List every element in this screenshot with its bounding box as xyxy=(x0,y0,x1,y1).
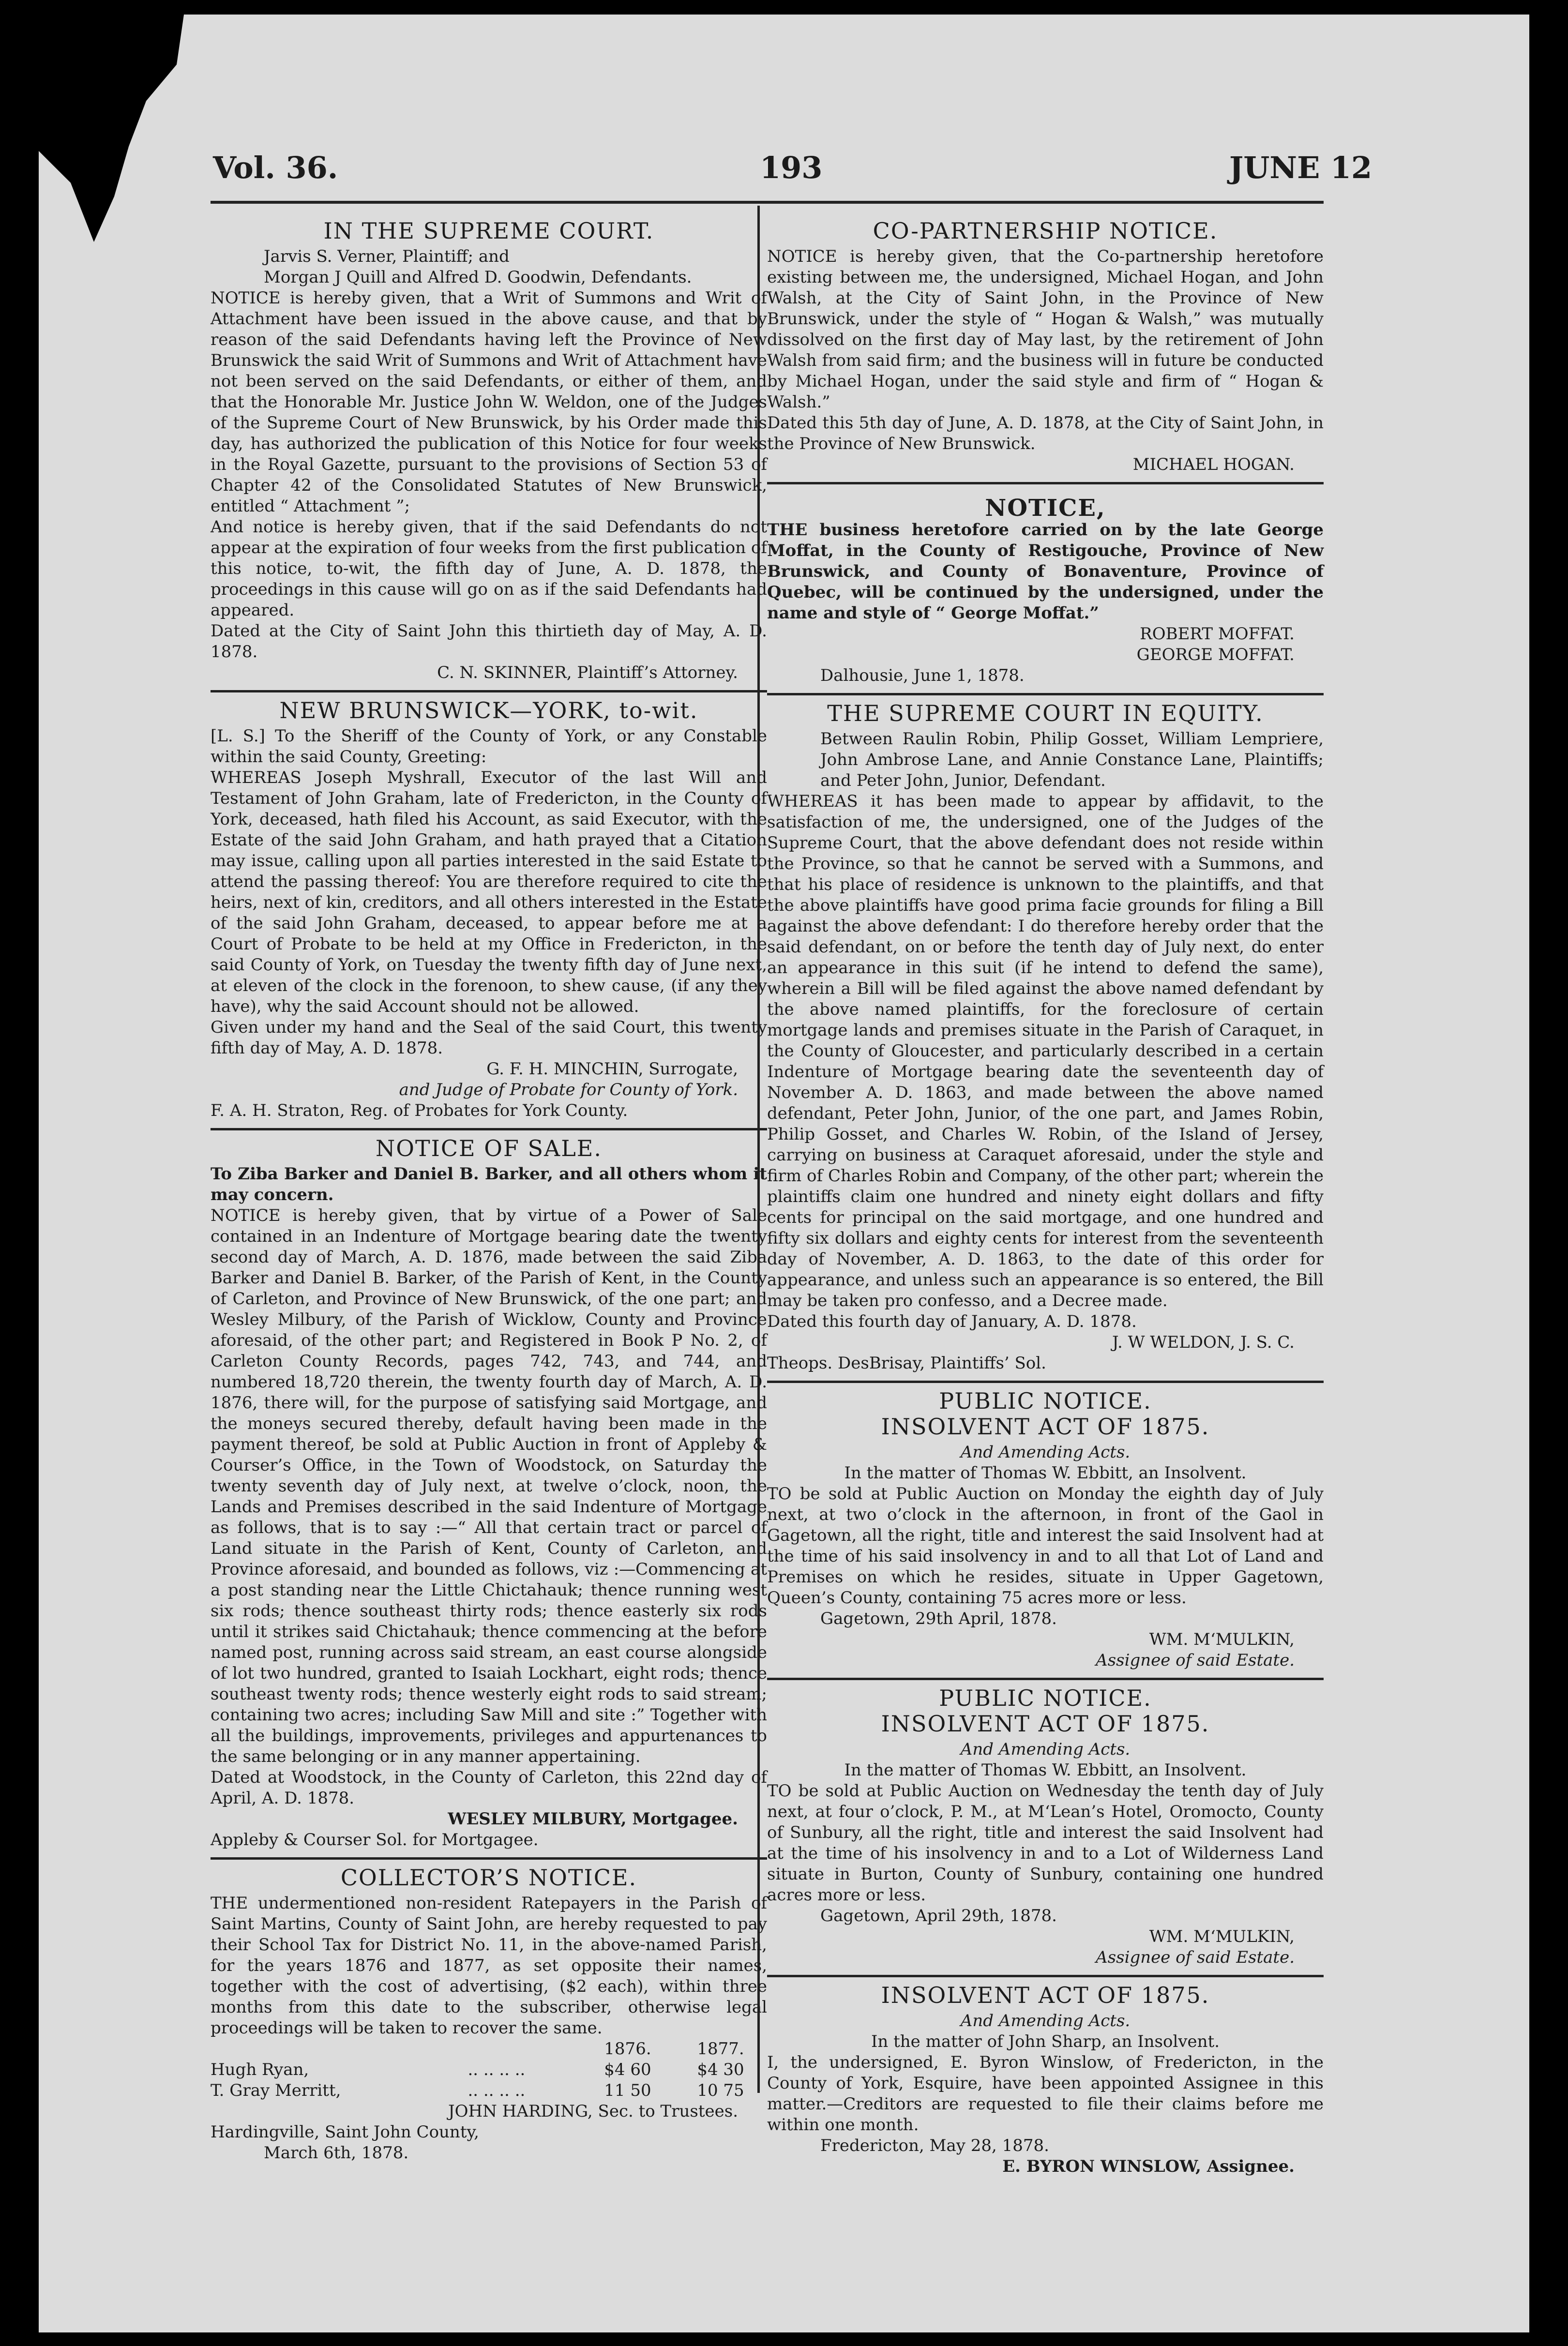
notice-body: WHEREAS Joseph Myshrall, Executor of the last Will and Testament of John Graham, late of Fredericton, in the County of York, deceased, hath filed his Account, as said Executor, with the Estate of the said John Graham, and hath prayed that a Citation may issue, calling upon all parties interested in the said Estate to attend the passing thereof: You are therefore required to cite the heirs, next of kin, creditors, and all others interested in the Estate of the said John Graham, deceased, to appear before me at a Court of Probate to be held at my Office in Fredericton, in the said County of York, on Tuesday the twenty fifth day of June next, at eleven of the clock in the forenoon, to shew cause, (if any they have), why the said Account should not be allowed. xyxy=(211,768,767,1016)
signature: GEORGE MOFFAT. xyxy=(1136,645,1295,664)
copartnership-notice xyxy=(767,213,1324,484)
notice-of-sale xyxy=(211,1130,767,1860)
notice-body: TO be sold at Public Auction on Monday the eighth day of July next, at two o’clock in the afternoon, in front of the Gaol in Gagetown, all the right, title and interest the said Insolvent had at the time of his said insolvency in and to all that Lot of Land and Premises on which he resides, situate in Upper Gagetown, Queen’s County, containing 75 acres more or less. xyxy=(767,1484,1324,1608)
date-line: Gagetown, 29th April, 1878. xyxy=(820,1609,1057,1628)
supreme-court-notice xyxy=(211,213,767,692)
volume-number: Vol. 36. xyxy=(213,150,338,185)
tax-1876: $4 60 xyxy=(604,2060,651,2079)
given-line: Given under my hand and the Seal of the said Court, this twenty fifth day of May, A. D. 1878. xyxy=(211,1018,767,1058)
signature: J. W WELDON, J. S. C. xyxy=(1112,1333,1295,1352)
date-line: Gagetown, April 29th, 1878. xyxy=(820,1906,1057,1925)
notice-body: WHEREAS it has been made to appear by affidavit, to the satisfaction of me, the undersigned, one of the Judges of the Supreme Court, that the above defendant does not reside within the Province, so that he cannot be served with a Summons, and that his place of residence is unknown to the plaintiffs, and that the above plaintiffs have good prima facie grounds for filing a Bill against the above defendant: I do therefore hereby order that the said defendant, on or before the tenth day of July next, do enter an appearance in this suit (if he intend to defend the same), wherein a Bill will be filed against the above named defendant by the above named plaintiffs, for the foreclosure of certain mortgage lands and premises situate in the Parish of Caraquet, in the County of Gloucester, and particularly described in a certain Indenture of Mortgage bearing date the seventeenth day of November A. D. 1863, and made between the above named defendant, Peter John, Junior, of the one part, and James Robin, Philip Gosset, and Charles W. Robin, of the Island of Jersey, carrying on business at Caraquet aforesaid, under the style and firm of Charles Robin and Company, of the other part; wherein the plaintiffs claim one hundred and ninety eight dollars and fifty cents for principal on the said mortgage, and one hundred and fifty six dollars and eighty cents for interest from the seventeenth day of November, A. D. 1863, to the date of this order for appearance, and unless such an appearance is so entered, the Bill may be taken pro confesso, and a Decree made. xyxy=(767,792,1324,1310)
place-line: Dalhousie, June 1, 1878. xyxy=(820,666,1025,685)
public-notice-1 xyxy=(767,1383,1324,1680)
issue-date: JUNE 12 xyxy=(1229,150,1372,185)
section-title: IN THE SUPREME COURT. xyxy=(323,218,654,244)
notice-body: NOTICE is hereby given, that by virtue of a Power of Sale contained in an Indenture of Mortgage bearing date the twenty second day of March, A. D. 1876, made between the said Ziba Barker and Daniel B. Barker, of the Parish of Kent, in the County of Carleton, and Province of New Brunswick, of the one part; and Wesley Milbury, of the Parish of Wicklow, County and Province aforesaid, of the other part; and Registered in Book P No. 2, of Carleton County Records, pages 742, 743, and 744, and numbered 18,720 therein, the twenty fourth day of March, A. D. 1876, there will, for the purpose of satisfying said Mortgage, and the moneys secured thereby, default having been made in the payment thereof, be sold at Public Auction in front of Appleby & Courser’s Office, in the Town of Woodstock, on Saturday the twenty seventh day of July next, at twelve o’clock, noon, the Lands and Premises described in the said Indenture of Mortgage as follows, that is to say :—“ All that certain tract or parcel of Land situate in the Parish of Kent, County of Carleton, and Province aforesaid, and bounded as follows, viz :—Commencing at a post standing near the Little Chictahauk; thence running west six rods; thence southeast thirty rods; thence easterly six rods until it strikes said Chictahauk; thence commencing at the before named post, running across said stream, an east course alongside of lot two hundred, granted to Isaiah Lockhart, eight rods; thence southeast twenty rods; thence westerly eight rods to said stream; containing two acres; including Saw Mill and site :” Together with all the buildings, improvements, privileges and appurtenances to the same belonging or in any manner appertaining. xyxy=(211,1206,767,1766)
leader-dots: .. .. .. .. xyxy=(467,2060,526,2079)
signature: WM. M‘MULKIN, xyxy=(1149,1630,1295,1649)
year-header: 1877. xyxy=(697,2039,744,2059)
act-subtitle: And Amending Acts. xyxy=(960,1740,1131,1759)
act-title: INSOLVENT ACT OF 1875. xyxy=(881,1711,1210,1737)
signature-title: and Judge of Probate for County of York. xyxy=(399,1080,738,1099)
newspaper-page xyxy=(39,15,1529,2332)
dated-line: Dated at Woodstock, in the County of Carleton, this 22nd day of April, A. D. 1878. xyxy=(211,1768,767,1808)
tax-1876: 11 50 xyxy=(604,2081,651,2100)
dated-line: Dated at the City of Saint John this thirtieth day of May, A. D. 1878. xyxy=(211,621,767,662)
act-title: INSOLVENT ACT OF 1875. xyxy=(881,1414,1210,1440)
signature: MICHAEL HOGAN. xyxy=(1132,455,1295,474)
table-row xyxy=(211,2080,767,2101)
act-subtitle: And Amending Acts. xyxy=(960,2011,1131,2030)
section-title: PUBLIC NOTICE. xyxy=(939,1388,1152,1414)
solicitor-line: Appleby & Courser Sol. for Mortgagee. xyxy=(211,1830,539,1850)
ratepayer-name: T. Gray Merritt, xyxy=(211,2081,341,2100)
notice-body: THE business heretofore carried on by the late George Moffat, in the County of Restigouche, Province of New Brunswick, and County of Bonaventure, Province of Quebec, will be continued by the undersigned, under the name and style of “ George Moffat.” xyxy=(767,520,1324,623)
notice-body: NOTICE is hereby given, that the Co-partnership heretofore existing between me, the undersigned, Michael Hogan, and John Walsh, at the City of Saint John, in the Province of New Brunswick, under the style of “ Hogan & Walsh,” was mutually dissolved on the first day of May last, by the retirement of John Walsh from said firm; and the business will in future be conducted by Michael Hogan, under the said style and firm of “ Hogan & Walsh.” xyxy=(767,247,1324,412)
date-line: March 6th, 1878. xyxy=(264,2143,409,2163)
signature: G. F. H. MINCHIN, Surrogate, xyxy=(486,1059,738,1079)
notice-body: I, the undersigned, E. Byron Winslow, of Fredericton, in the County of York, Esquire, have been appointed Assignee in this matter.—Creditors are requested to file their claims before me within one month. xyxy=(767,2053,1324,2135)
matter-line: In the matter of Thomas W. Ebbitt, an Insolvent. xyxy=(844,1760,1247,1780)
plaintiff-line: Jarvis S. Verner, Plaintiff; and xyxy=(264,247,510,266)
equity-court-notice xyxy=(767,695,1324,1383)
matter-line: In the matter of Thomas W. Ebbitt, an Insolvent. xyxy=(844,1463,1247,1483)
signature: ROBERT MOFFAT. xyxy=(1140,624,1295,644)
signature: C. N. SKINNER, Plaintiff’s Attorney. xyxy=(437,663,738,682)
notice-body: And notice is hereby given, that if the said Defendants do not appear at the expiration of four weeks from the first publication of this notice, to-wit, the fifth day of June, A. D. 1878, the proceedings in this cause will go on as if the said Defendants had appeared. xyxy=(211,517,767,620)
leader-dots: .. .. .. .. xyxy=(467,2081,526,2100)
probate-citation xyxy=(211,692,767,1130)
signature: WM. M‘MULKIN, xyxy=(1149,1927,1295,1946)
notice-body: NOTICE is hereby given, that a Writ of Summons and Writ of Attachment have been issued in the above cause, and that by reason of the said Defendants having left the Province of New Brunswick the said Writ of Summons and Writ of Attachment have not been served on the said Defendants, or either of them, and that the Honorable Mr. Justice John W. Weldon, one of the Judges of the Supreme Court of New Brunswick, by his Order made this day, has authorized the publication of this Notice for four weeks in the Royal Gazette, pursuant to the provisions of Section 53 of Chapter 42 of the Consolidated Statutes of New Brunswick, entitled “ Attachment ”; xyxy=(211,288,767,516)
dated-line: Dated this fourth day of January, A. D. 1878. xyxy=(767,1312,1137,1331)
signature: E. BYRON WINSLOW, Assignee. xyxy=(1002,2157,1295,2176)
page-number: 193 xyxy=(760,150,823,185)
parties-line: Between Raulin Robin, Philip Gosset, William Lempriere, John Ambrose Lane, and Annie Constance Lane, Plaintiffs; and Peter John, Junior, Defendant. xyxy=(820,729,1324,790)
table-row xyxy=(211,2060,767,2080)
collectors-notice xyxy=(211,1860,767,2170)
signature-title: Assignee of said Estate. xyxy=(1096,1948,1295,1967)
tax-1877: 10 75 xyxy=(697,2081,744,2100)
date-line: Fredericton, May 28, 1878. xyxy=(820,2136,1049,2155)
section-title: NOTICE, xyxy=(985,495,1106,522)
section-title: NOTICE OF SALE. xyxy=(376,1135,602,1161)
insolvent-notice-3 xyxy=(767,1977,1324,2184)
defendants-line: Morgan J Quill and Alfred D. Goodwin, Defendants. xyxy=(264,268,692,287)
left-column xyxy=(211,213,767,2170)
signature-title: Assignee of said Estate. xyxy=(1096,1651,1295,1670)
tax-table xyxy=(211,2039,767,2101)
registrar-line: F. A. H. Straton, Reg. of Probates for York County. xyxy=(211,1101,628,1120)
torn-corner xyxy=(39,15,184,242)
public-notice-2 xyxy=(767,1680,1324,1977)
ratepayer-name: Hugh Ryan, xyxy=(211,2060,309,2079)
section-title: NEW BRUNSWICK—YORK, to-wit. xyxy=(279,697,698,723)
year-header: 1876. xyxy=(604,2039,651,2059)
header-rule xyxy=(211,201,1324,204)
tax-header-row xyxy=(211,2039,767,2060)
tax-1877: $4 30 xyxy=(697,2060,744,2079)
act-subtitle: And Amending Acts. xyxy=(960,1443,1131,1462)
signature: JOHN HARDING, Sec. to Trustees. xyxy=(448,2102,738,2121)
notice-body: THE undermentioned non-resident Ratepayers in the Parish of Saint Martins, County of Saint John, are hereby requested to pay their School Tax for District No. 11, in the above-named Parish, for the years 1876 and 1877, as set opposite their names, together with the cost of advertising, ($2 each), within three months from this date to the subscriber, otherwise legal proceedings will be taken to recover the same. xyxy=(211,1894,767,2038)
matter-line: In the matter of John Sharp, an Insolvent. xyxy=(871,2032,1220,2051)
section-title: THE SUPREME COURT IN EQUITY. xyxy=(827,700,1264,726)
section-title: CO-PARTNERSHIP NOTICE. xyxy=(873,218,1218,244)
solicitor-line: Theops. DesBrisay, Plaintiffs’ Sol. xyxy=(767,1353,1046,1373)
section-title: COLLECTOR’S NOTICE. xyxy=(340,1865,637,1891)
right-column xyxy=(767,213,1324,2184)
place-line: Hardingville, Saint John County, xyxy=(211,2122,479,2142)
act-title: INSOLVENT ACT OF 1875. xyxy=(881,1982,1210,2008)
addressee: To Ziba Barker and Daniel B. Barker, and all others whom it may concern. xyxy=(211,1164,767,1204)
signature: WESLEY MILBURY, Mortgagee. xyxy=(448,1809,738,1829)
greeting: To the Sheriff of the County of York, or any Constable within the said County, Greeting: xyxy=(211,726,767,767)
dated-line: Dated this 5th day of June, A. D. 1878, at the City of Saint John, in the Province of New Brunswick. xyxy=(767,413,1324,453)
moffat-notice xyxy=(767,484,1324,695)
seal-mark: [L. S.] xyxy=(211,726,265,746)
notice-body: TO be sold at Public Auction on Wednesday the tenth day of July next, at four o’clock, P. M., at M‘Lean’s Hotel, Oromocto, County of Sunbury, all the right, title and interest the said Insolvent had at the time of his insolvency in and to a Lot of Wilderness Land situate in Burton, County of Sunbury, containing one hundred acres more or less. xyxy=(767,1781,1324,1905)
section-title: PUBLIC NOTICE. xyxy=(939,1685,1152,1711)
